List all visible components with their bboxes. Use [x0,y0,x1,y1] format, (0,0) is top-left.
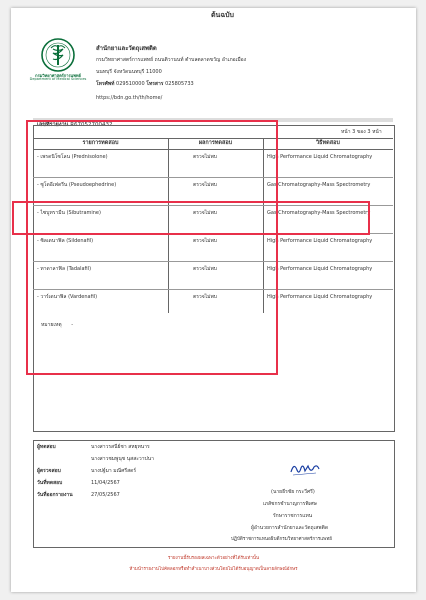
footer-note-1: รายงานนี้รับรองผลเฉพาะตัวอย่างที่ได้รับเท่านั้น [167,556,260,561]
document-page [11,8,416,592]
signoff-section [33,440,395,548]
remark: หมายเหตุ - [41,322,73,328]
tester-name-2: นางสาวชมพูนุช นุสสะวาปนา [91,456,154,462]
column-header-item: รายการทดสอบ [33,138,168,150]
test-date: 11/04/2567 [91,480,120,486]
test-date-label: วันที่ทดสอบ [37,480,63,486]
checker-label: ผู้ตรวจสอบ [37,468,61,474]
test-item: - ทาดาลาฟิล (Tadalafil) [37,266,92,272]
department-name: กรมวิทยาศาสตร์การแพทย์ Department of Medical Sciences [29,73,87,82]
issue-date: 27/05/2567 [91,492,120,498]
highlight-box-table [26,120,278,375]
signer-title: รักษาราชการแทน [273,513,313,519]
report-number: เลขที่รายงาน R67052700432 [37,122,113,128]
test-item: - ไซบูทรามีน (Sibutramine) [37,210,101,216]
tester-label: ผู้ทดสอบ [37,444,56,450]
footer-note-2: ห้ามนำรายงานไปคัดลอกหรือทำสำเนาบางส่วนโดยไม่ได้รับอนุญาตเป็นลายลักษณ์อักษร [129,567,298,572]
contact-line: โทรศัพท์ 029510000 โทรสาร 025805733 [96,81,194,87]
signature-icon [288,460,322,478]
org-name: สำนักยาและวัตถุเสพติด [96,45,157,52]
test-method: High Performance Liquid Chromatography [267,154,373,160]
tester-name-1: นางสาวรสนีย์ชา สหยุทนาร [91,444,150,450]
column-header-result: ผลการทดสอบ [168,138,263,150]
test-result: ตรวจไม่พบ [193,210,217,216]
page-number: หน้า 3 ของ 3 หน้า [341,129,382,135]
copy-label: ต้นฉบับ [211,11,234,19]
test-item: - วาร์เดนาฟิล (Vardenafil) [37,294,98,300]
test-method: High Performance Liquid Chromatography [267,238,373,244]
address-line-2: นนทบุรี จังหวัดนนทบุรี 11000 [96,69,162,75]
address-line-1: กรมวิทยาศาสตร์การแพทย์ ถนนติวานนท์ ตำบลตลาดขวัญ อำเภอเมือง [96,57,247,63]
signer-name: (นายธีรชัย กระวีศรี) [271,489,315,495]
test-result: ตรวจไม่พบ [193,238,217,244]
test-item: - ซูโดอีเฟดรีน (Pseudoephedrine) [37,182,117,188]
test-result: ตรวจไม่พบ [193,182,217,188]
test-method: Gas Chromatography-Mass Spectrometry [267,210,371,216]
signer-title: ปฏิบัติราชการแทนอธิบดีกรมวิทยาศาสตร์การแพทย์ [231,537,332,542]
test-method: High Performance Liquid Chromatography [267,266,373,272]
signer-title: ผู้อำนวยการสำนักยาและวัตถุเสพติด [251,525,329,531]
test-item: - ซิลเดนาฟิล (Sildenafil) [37,238,94,244]
signer-title: เภสัชกรชำนาญการพิเศษ [263,501,317,507]
checker-name: นางปฐ์มา มณีศรีสดร์ [91,468,137,474]
test-result: ตรวจไม่พบ [193,266,217,272]
website-link[interactable]: https://bdn.go.th/th/home/ [96,95,163,101]
test-method: Gas Chromatography-Mass Spectrometry [267,182,371,188]
test-result: ตรวจไม่พบ [193,294,217,300]
test-item: - เพรดนิโซโลน (Prednisolone) [37,154,108,160]
highlight-box-sibutramine [12,201,370,235]
issue-date-label: วันที่ออกรายงาน [37,492,73,498]
test-method: High Performance Liquid Chromatography [267,294,373,300]
column-header-method: วิธีทดสอบ [263,138,393,150]
department-logo-icon [41,38,75,72]
test-result: ตรวจไม่พบ [193,154,217,160]
